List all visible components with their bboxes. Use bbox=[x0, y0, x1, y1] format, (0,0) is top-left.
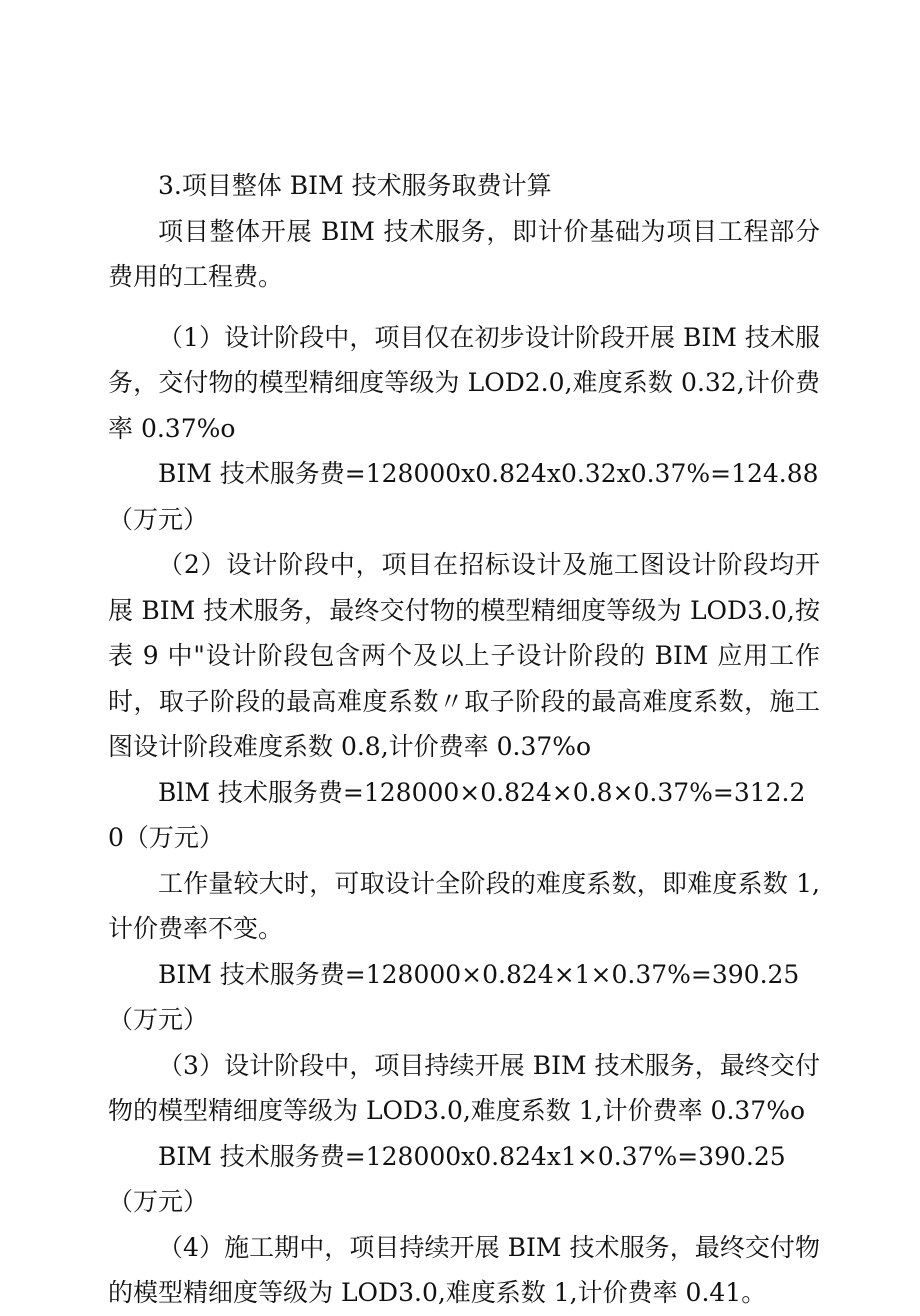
item-3-paragraph: （3）设计阶段中，项目持续开展 BIM 技术服务，最终交付物的模型精细度等级为 LOD3.0,难度系数 1,计价费率 0.37%o bbox=[108, 1050, 820, 1125]
formula-3: BIM 技术服务费=128000×0.824×1×0.37%=390.25（万元） bbox=[108, 959, 800, 1034]
document-body bbox=[108, 163, 820, 1316]
intro-paragraph: 项目整体开展 BIM 技术服务，即计价基础为项目工程部分费用的工程费。 bbox=[108, 216, 820, 291]
formula-2: BlM 技术服务费=128000×0.824×0.8×0.37%=312.20（万元） bbox=[108, 777, 806, 852]
item-4-paragraph: （4）施工期中，项目持续开展 BIM 技术服务，最终交付物的模型精细度等级为 LOD3.0,难度系数 1,计价费率 0.41。 bbox=[108, 1232, 820, 1307]
formula-4: BIM 技术服务费=128000x0.824x1×0.37%=390.25（万元） bbox=[108, 1141, 786, 1216]
formula-1: BIM 技术服务费=128000x0.824x0.32x0.37%=124.88（万元） bbox=[108, 459, 819, 534]
note-paragraph: 工作量较大时，可取设计全阶段的难度系数，即难度系数 1,计价费率不变。 bbox=[108, 868, 820, 943]
section-heading: 3.项目整体 BIM 技术服务取费计算 bbox=[158, 171, 552, 200]
item-1-paragraph: （1）设计阶段中，项目仅在初步设计阶段开展 BIM 技术服务，交付物的模型精细度等级为 LOD2.0,难度系数 0.32,计价费率 0.37%o bbox=[108, 322, 820, 443]
item-2-paragraph: （2）设计阶段中，项目在招标设计及施工图设计阶段均开展 BIM 技术服务，最终交付物的模型精细度等级为 LOD3.0,按表 9 中"设计阶段包含两个及以上子设计阶段的 BIM 应用工作时，取子阶段的最高难度系数〃取子阶段的最高难度系数，施工图设计阶段难度系数 0.8,计价费率 0.37%o bbox=[108, 550, 820, 761]
